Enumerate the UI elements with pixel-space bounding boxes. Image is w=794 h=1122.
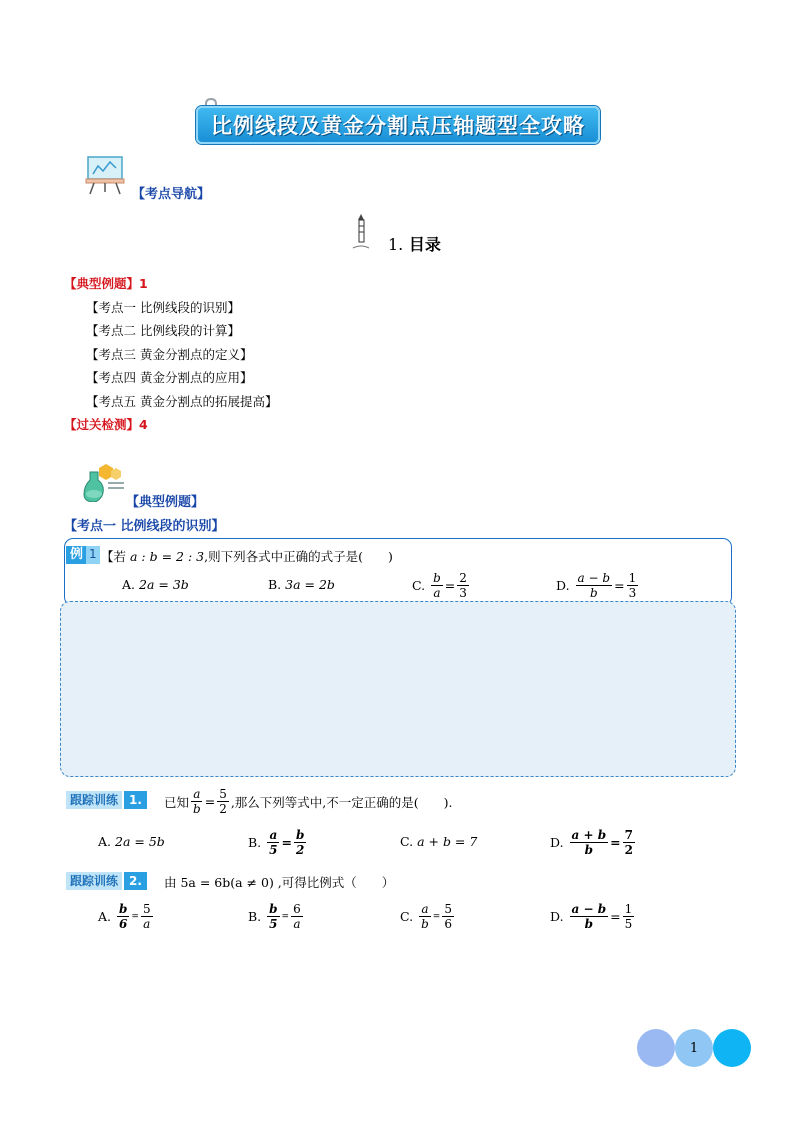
toc-item-4[interactable]: 【考点四 黄金分割点的应用】 [86,370,253,385]
fraction-right [217,787,229,816]
denominator: a [293,917,301,931]
numerator: a [421,902,429,916]
track-1-option-b[interactable] [248,828,308,857]
fraction-right [623,828,635,857]
example-question [101,547,393,565]
denominator: 5 [269,843,278,857]
option-label: A. [98,834,112,849]
numerator: 5 [142,902,151,916]
fraction-left [431,571,443,600]
equals-sign: = [432,911,441,922]
fraction-right [457,571,469,600]
denominator: 2 [219,802,227,816]
track-1-question [164,787,453,816]
fraction-left [267,902,279,931]
numerator: a + b [571,828,607,842]
toc-title-text: 目录 [408,235,441,254]
track-1-option-d[interactable] [550,828,637,857]
option-label: A. [98,909,112,924]
option-label: D. [550,835,564,850]
fraction-left [267,828,279,857]
example-text-prefix: 【若 [101,549,130,564]
denominator: 2 [624,843,633,857]
numerator: b [269,902,278,916]
equals-sign: = [204,794,216,809]
track-1-option-c[interactable] [400,834,477,849]
track-2-option-d[interactable] [550,902,636,931]
toc-item-5[interactable]: 【考点五 黄金分割点的拓展提高】 [86,394,278,409]
numerator: 5 [219,787,227,801]
fraction-right [623,902,635,931]
denominator: 5 [624,917,633,931]
denominator: 2 [296,843,305,857]
equals-sign: = [281,835,292,850]
example-option-c[interactable] [412,571,471,600]
option-label: C. [412,578,426,593]
option-label: D. [556,578,570,593]
track-number: 1. [124,791,147,809]
track-label: 跟踪训练 [66,872,122,890]
option-label: C. [400,834,414,849]
toc-item-3[interactable]: 【考点三 黄金分割点的定义】 [86,347,253,362]
track-label: 跟踪训练 [66,791,122,809]
option-label: C. [400,909,414,924]
example-condition: a : b = 2 : 3 [129,549,205,564]
option-expr: 3a = 2b [285,577,335,592]
option-label: B. [268,577,282,592]
option-expr: 2a = 5b [115,834,165,849]
toc-item-1[interactable]: 【考点一 比例线段的识别】 [86,300,240,315]
option-expr: 2a = 3b [139,577,189,592]
fraction-right [141,902,153,931]
denominator: 6 [119,917,128,931]
page-number-text: 1 [689,1040,699,1056]
option-label: B. [248,909,262,924]
denominator: b [193,802,201,816]
numerator: 1 [624,902,633,916]
option-label: A. [122,577,136,592]
fraction-left [419,902,431,931]
title-banner [196,106,600,144]
fraction-left [570,902,609,931]
denominator: b [589,586,598,600]
track-2-option-c[interactable] [400,902,456,931]
example-option-a[interactable] [122,577,189,592]
page-indicator [637,1027,753,1067]
denominator: 6 [444,917,452,931]
option-expr: a + b = 7 [417,834,478,849]
track-2-badge [66,872,147,890]
track-2-option-b[interactable] [248,902,305,931]
fraction-right [291,902,303,931]
denominator: b [421,917,429,931]
track-1-badge [66,791,147,809]
equals-sign: = [131,911,139,922]
equals-sign: = [610,909,621,924]
denominator: 3 [459,586,467,600]
numerator: b [296,828,305,842]
fraction-left [117,902,129,931]
numerator: a − b [571,902,607,916]
numerator: b [119,902,128,916]
numerator: b [433,571,441,585]
numerator: 2 [459,571,467,585]
fraction-left [191,787,203,816]
flask-icon [80,462,126,506]
example-text-suffix: ,则下列各式中正确的式子是( ) [204,549,393,564]
lighthouse-icon [350,212,372,256]
denominator: b [584,917,594,931]
numerator: 1 [628,571,637,585]
fraction-right [294,828,306,857]
option-label: B. [248,835,262,850]
example-badge-label: 例 [70,547,84,562]
example-option-b[interactable] [268,577,335,592]
topic-heading: 【考点一 比例线段的识别】 [64,519,225,534]
toc-checkpoint[interactable]: 【过关检测】4 [64,417,148,432]
numerator: a − b [577,571,611,585]
equals-sign: = [444,578,456,593]
denominator: 5 [269,917,278,931]
track-2-option-a[interactable] [98,902,155,931]
toc-title [388,232,441,255]
option-label: D. [550,909,564,924]
denominator: a [143,917,151,931]
pager-circle-left [637,1029,675,1067]
equals-sign: = [610,835,621,850]
fraction-left [576,571,613,600]
fraction-right [627,571,639,600]
page-title: 比例线段及黄金分割点压轴题型全攻略 [211,114,585,138]
fraction-left [570,828,609,857]
fraction-right [442,902,454,931]
toc-title-number: 1. [388,235,404,254]
example-option-d[interactable] [556,571,640,600]
toc-item-2[interactable]: 【考点二 比例线段的计算】 [86,323,240,338]
toc-typical-examples[interactable]: 【典型例题】1 [64,276,148,291]
presentation-board-icon [84,154,126,200]
track-number: 2. [124,872,147,890]
pager-circle-right [713,1029,751,1067]
nav-heading: 【考点导航】 [132,187,211,202]
track-1-option-a[interactable] [98,834,165,849]
numerator: 7 [624,828,633,842]
track-2-question: 由 5a = 6b(a ≠ 0) ,可得比例式（ ） [164,875,395,890]
question-post: ,那么下列等式中,不一定正确的是( ). [230,794,453,810]
answer-area[interactable] [60,601,736,777]
denominator: 3 [628,586,637,600]
numerator: a [269,828,278,842]
denominator: b [584,843,594,857]
page-number [675,1029,713,1067]
numerator: 6 [293,902,301,916]
numerator: a [193,787,201,801]
question-pre: 已知 [164,794,190,810]
denominator: a [433,586,441,600]
equals-sign: = [281,911,290,922]
numerator: 5 [444,902,452,916]
equals-sign: = [614,578,625,593]
section-heading: 【典型例题】 [126,495,205,510]
example-number: 1 [89,547,97,561]
